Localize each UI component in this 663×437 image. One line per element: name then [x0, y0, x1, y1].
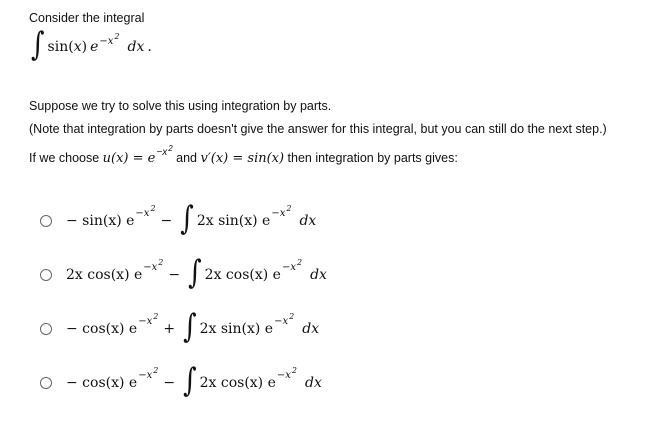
choose-text: If we choose $u(x) = e^{-x2}$ and v′(x) = sin(x) then integration by parts gives:	[29, 143, 458, 166]
option-expression: − cos(x) e −x 2 + ∫ 2x sin(x) e −x 2 dx	[66, 308, 320, 346]
answer-option-2[interactable]	[40, 254, 327, 292]
option-expression: 2x cos(x) e −x 2 − ∫ 2x cos(x) e −x 2 dx	[66, 254, 327, 292]
option-expression: − sin(x) e −x 2 − ∫ 2x sin(x) e −x 2 dx	[66, 200, 317, 238]
radio-button[interactable]	[40, 323, 52, 335]
integral-sign: ∫	[183, 308, 197, 346]
radio-button[interactable]	[40, 269, 52, 281]
v-prime-definition: v′(x) = sin(x)	[200, 151, 285, 166]
intro-text: Consider the integral	[29, 11, 145, 25]
integral-sign: ∫	[180, 200, 194, 238]
radio-button[interactable]	[40, 377, 52, 389]
note-text: (Note that integration by parts doesn't give the answer for this integral, but you can still do the next step.)	[29, 122, 607, 136]
integral-sign: ∫	[188, 254, 202, 292]
answer-option-4[interactable]	[40, 362, 322, 400]
radio-button[interactable]	[40, 215, 52, 227]
main-integral: ∫ sin(x) $e^{-x2}dx$ .	[31, 26, 152, 64]
integrand-func: sin(	[47, 39, 74, 55]
option-expression: − cos(x) e −x 2 − ∫ 2x cos(x) e −x 2 dx	[66, 362, 322, 400]
answer-option-3[interactable]	[40, 308, 320, 346]
suppose-text: Suppose we try to solve this using integration by parts.	[29, 99, 332, 113]
answer-option-1[interactable]	[40, 200, 317, 238]
u-definition: u(x) = e	[102, 151, 156, 166]
integral-sign: ∫	[31, 26, 45, 64]
integral-sign: ∫	[183, 362, 197, 400]
